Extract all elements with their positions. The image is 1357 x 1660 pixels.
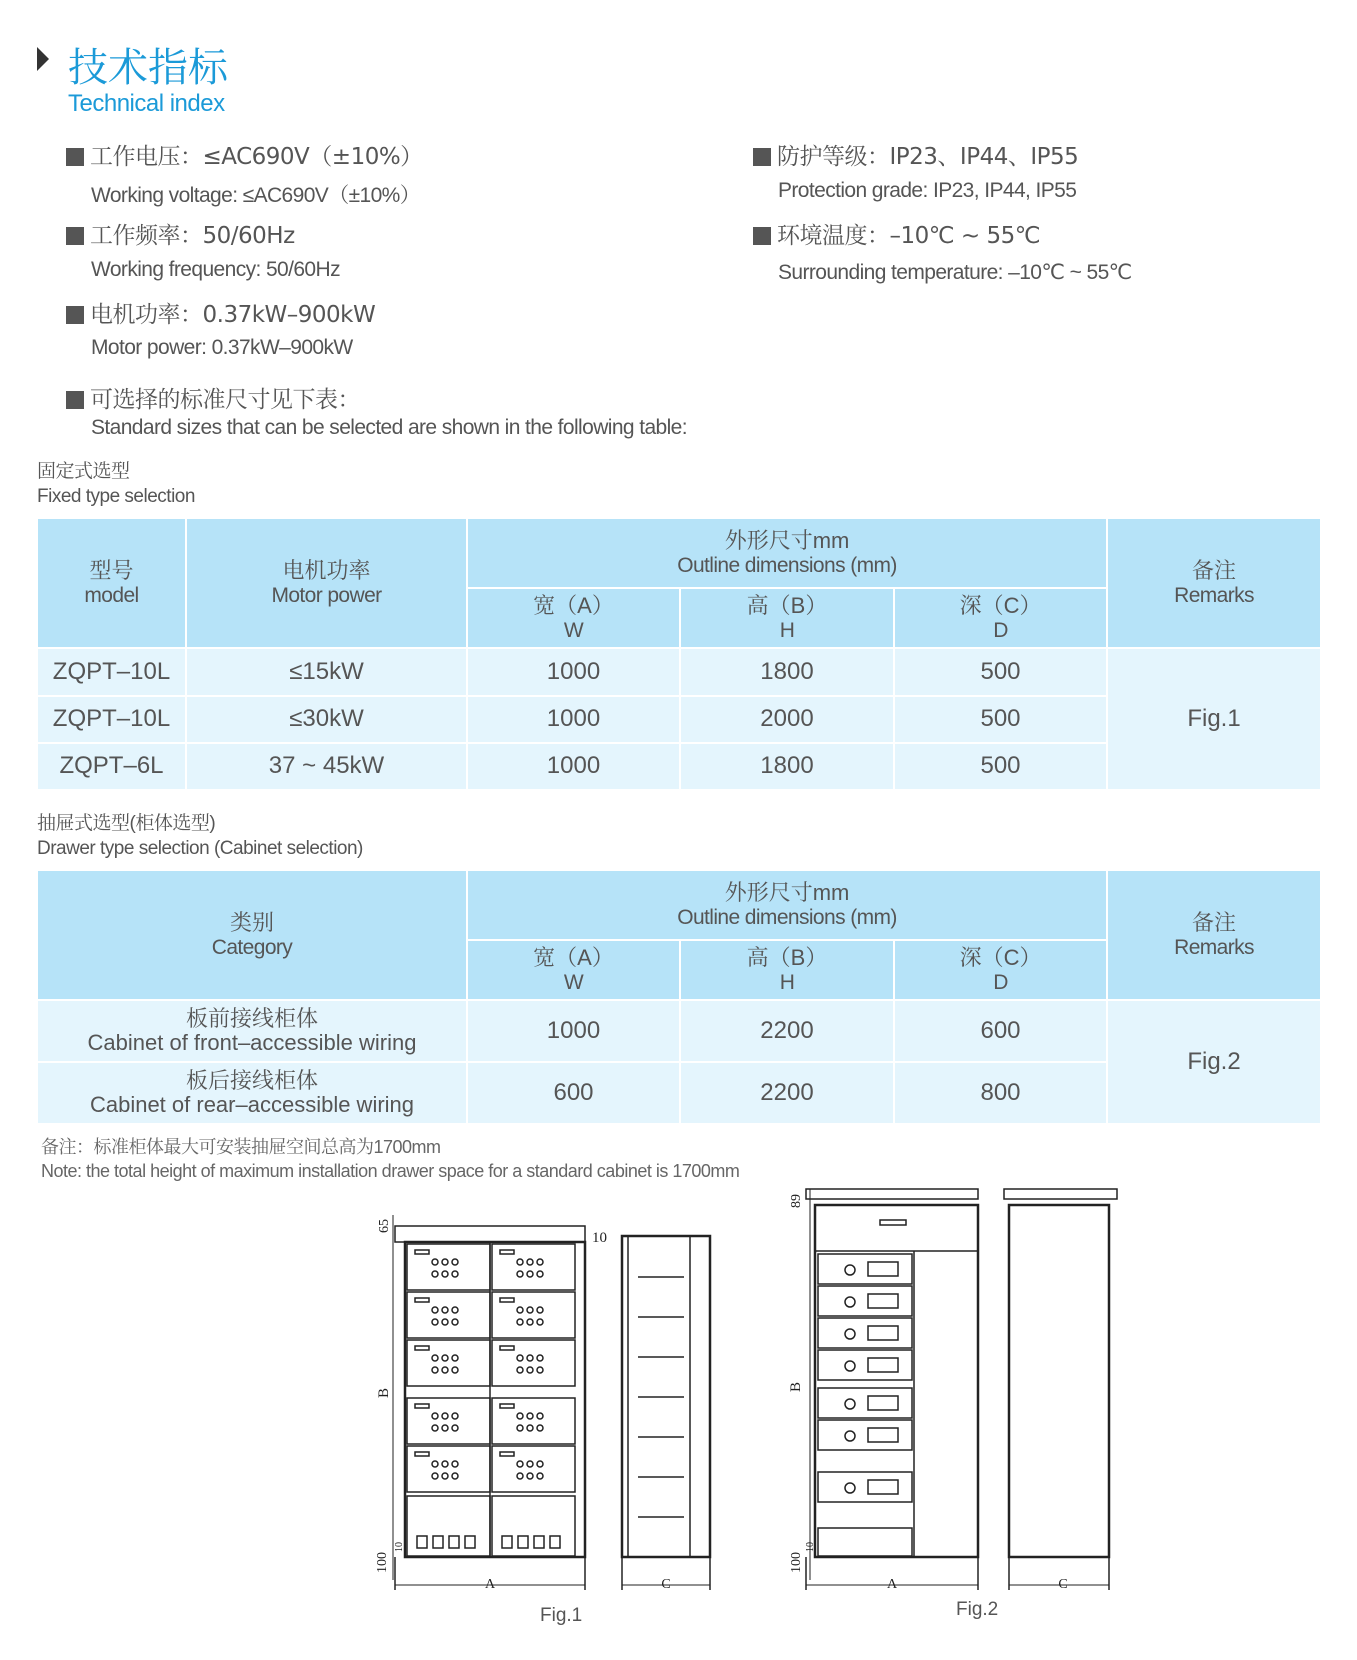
indicator-icon xyxy=(442,1259,448,1265)
spec-temperature-en: Surrounding temperature: –10℃ ~ 55℃ xyxy=(778,261,1132,284)
drawer-panel xyxy=(407,1292,490,1338)
label-slot xyxy=(500,1404,514,1408)
indicator-icon xyxy=(537,1413,543,1419)
cell-depth: 800 xyxy=(894,1062,1107,1124)
indicator-icon xyxy=(527,1461,533,1467)
header-width: 宽（A） W xyxy=(467,588,680,648)
header-category: 类别 Category xyxy=(37,870,467,1000)
header-dimensions: 外形尺寸mm Outline dimensions (mm) xyxy=(467,518,1107,588)
fig2-dim-bottom: 100 xyxy=(789,1552,804,1573)
indicator-icon xyxy=(432,1355,438,1361)
cell-category: 板前接线柜体 Cabinet of front–accessible wiring xyxy=(37,1000,467,1062)
indicator-icon xyxy=(442,1355,448,1361)
indicator-icon xyxy=(517,1259,523,1265)
indicator-icon xyxy=(432,1367,438,1373)
fig2-side-frame xyxy=(1009,1205,1109,1557)
indicator-icon xyxy=(452,1307,458,1313)
header-height: 高（B） H xyxy=(680,588,894,648)
header-power: 电机功率 Motor power xyxy=(186,518,467,648)
indicator-icon xyxy=(527,1367,533,1373)
indicator-icon xyxy=(537,1461,543,1467)
drawer-panel xyxy=(492,1244,575,1290)
switch-icon xyxy=(845,1361,855,1371)
label-slot xyxy=(500,1250,514,1254)
cell-model: ZQPT–10L xyxy=(37,696,186,743)
drawer-panel xyxy=(407,1244,490,1290)
terminal-icon xyxy=(465,1536,475,1548)
header-depth: 深（C） D xyxy=(894,588,1107,648)
spec-power-en: Motor power: 0.37kW–900kW xyxy=(91,336,353,359)
meter-icon xyxy=(868,1262,898,1276)
indicator-icon xyxy=(527,1307,533,1313)
cell-height: 2200 xyxy=(680,1062,894,1124)
terminal-icon xyxy=(417,1536,427,1548)
indicator-icon xyxy=(432,1271,438,1277)
cell-depth: 500 xyxy=(894,743,1107,790)
meter-icon xyxy=(868,1294,898,1308)
header-remarks: 备注 Remarks xyxy=(1107,518,1321,648)
label-slot xyxy=(415,1452,429,1456)
spec-protection: 防护等级：IP23、IP44、IP55 xyxy=(753,138,1078,171)
label-slot xyxy=(415,1404,429,1408)
meter-icon xyxy=(868,1480,898,1494)
indicator-icon xyxy=(452,1259,458,1265)
header-height: 高（B） H xyxy=(680,940,894,1000)
terminal-area xyxy=(818,1528,912,1556)
label-slot xyxy=(500,1346,514,1350)
indicator-icon xyxy=(442,1473,448,1479)
header-depth: 深（C） D xyxy=(894,940,1107,1000)
indicator-icon xyxy=(527,1259,533,1265)
page-title: 技术指标 xyxy=(68,45,228,91)
spec-voltage-en: Working voltage: ≤AC690V（±10%） xyxy=(91,184,421,207)
cell-power: 37 ~ 45kW xyxy=(186,743,467,790)
spec-sizes: 可选择的标准尺寸见下表： xyxy=(66,381,360,414)
label-slot xyxy=(500,1452,514,1456)
fig1-drawing xyxy=(393,1215,710,1590)
indicator-icon xyxy=(452,1473,458,1479)
cell-category: 板后接线柜体 Cabinet of rear–accessible wiring xyxy=(37,1062,467,1124)
indicator-icon xyxy=(537,1425,543,1431)
indicator-icon xyxy=(452,1367,458,1373)
cell-width: 1000 xyxy=(467,696,680,743)
terminal-icon xyxy=(534,1536,544,1548)
cell-remark: Fig.2 xyxy=(1107,1000,1321,1124)
fixed-title: 固定式选型 xyxy=(37,461,130,482)
fig1-dim-side: 10 xyxy=(592,1230,607,1246)
indicator-icon xyxy=(527,1319,533,1325)
indicator-icon xyxy=(537,1355,543,1361)
cell-power: ≤15kW xyxy=(186,648,467,696)
indicator-icon xyxy=(537,1319,543,1325)
drawer-panel xyxy=(407,1398,490,1444)
spec-frequency-en: Working frequency: 50/60Hz xyxy=(91,258,340,281)
indicator-icon xyxy=(452,1271,458,1277)
indicator-icon xyxy=(537,1271,543,1277)
cell-width: 600 xyxy=(467,1062,680,1124)
indicator-icon xyxy=(442,1307,448,1313)
indicator-icon xyxy=(452,1461,458,1467)
indicator-icon xyxy=(432,1319,438,1325)
note-en: Note: the total height of maximum installation drawer space for a standard cabinet is 1700mm xyxy=(41,1161,740,1181)
switch-icon xyxy=(845,1329,855,1339)
page-subtitle: Technical index xyxy=(68,90,225,117)
cell-height: 1800 xyxy=(680,743,894,790)
indicator-icon xyxy=(442,1461,448,1467)
indicator-icon xyxy=(517,1473,523,1479)
indicator-icon xyxy=(452,1319,458,1325)
indicator-icon xyxy=(452,1413,458,1419)
header-dimensions: 外形尺寸mm Outline dimensions (mm) xyxy=(467,870,1107,940)
fig2-dim-top: 89 xyxy=(789,1194,804,1208)
indicator-icon xyxy=(517,1307,523,1313)
indicator-icon xyxy=(517,1355,523,1361)
fig1-dim-top: 65 xyxy=(377,1219,392,1233)
indicator-icon xyxy=(517,1319,523,1325)
indicator-icon xyxy=(537,1307,543,1313)
drawer-panel xyxy=(407,1446,490,1492)
indicator-icon xyxy=(432,1473,438,1479)
indicator-icon xyxy=(432,1425,438,1431)
switch-icon xyxy=(845,1399,855,1409)
indicator-icon xyxy=(432,1413,438,1419)
label-slot xyxy=(415,1346,429,1350)
fig1-dim-width: A xyxy=(484,1577,496,1592)
indicator-icon xyxy=(432,1461,438,1467)
indicator-icon xyxy=(452,1355,458,1361)
header-model: 型号 model xyxy=(37,518,186,648)
note-cn: 备注：标准柜体最大可安装抽屉空间总高为1700mm xyxy=(41,1137,441,1157)
header-width: 宽（A） W xyxy=(467,940,680,1000)
drawer-panel xyxy=(407,1340,490,1386)
switch-icon xyxy=(845,1483,855,1493)
spec-frequency: 工作频率：50/60Hz xyxy=(66,217,295,250)
indicator-icon xyxy=(442,1319,448,1325)
cell-width: 1000 xyxy=(467,648,680,696)
label-slot xyxy=(500,1298,514,1302)
fig2-dim-width: A xyxy=(886,1577,898,1592)
indicator-icon xyxy=(527,1425,533,1431)
cell-width: 1000 xyxy=(467,743,680,790)
cell-height: 2000 xyxy=(680,696,894,743)
terminal-icon xyxy=(449,1536,459,1548)
spec-power: 电机功率：0.37kW–900kW xyxy=(66,296,375,329)
fig2-front-frame xyxy=(815,1205,978,1557)
label-slot xyxy=(415,1298,429,1302)
drawer-title: 抽屉式选型(柜体选型) xyxy=(37,813,216,834)
terminal-icon xyxy=(502,1536,512,1548)
indicator-icon xyxy=(442,1425,448,1431)
indicator-icon xyxy=(517,1367,523,1373)
cell-model: ZQPT–6L xyxy=(37,743,186,790)
drawer-panel xyxy=(492,1340,575,1386)
cell-depth: 500 xyxy=(894,648,1107,696)
spec-sizes-en: Standard sizes that can be selected are shown in the following table: xyxy=(91,416,687,439)
cell-height: 2200 xyxy=(680,1000,894,1062)
fig2-caption: Fig.2 xyxy=(956,1599,999,1620)
fig2-dim-depth: C xyxy=(1058,1577,1068,1592)
fig1-dim-bottom: 100 xyxy=(375,1552,390,1573)
switch-icon xyxy=(845,1431,855,1441)
spec-voltage: 工作电压：≤AC690V（±10%） xyxy=(66,138,423,171)
terminal-icon xyxy=(518,1536,528,1548)
cell-remark: Fig.1 xyxy=(1107,648,1321,790)
cell-height: 1800 xyxy=(680,648,894,696)
fig2-dim-height: B xyxy=(788,1381,804,1392)
drawer-panel xyxy=(492,1398,575,1444)
indicator-icon xyxy=(537,1259,543,1265)
fig1-dim-base: 10 xyxy=(394,1542,405,1552)
spec-temperature: 环境温度：–10℃ ~ 55℃ xyxy=(753,217,1040,250)
indicator-icon xyxy=(517,1461,523,1467)
fig1-caption: Fig.1 xyxy=(540,1605,583,1626)
terminal-icon xyxy=(433,1536,443,1548)
fig2-drawing xyxy=(806,1189,1117,1590)
drawer-title-en: Drawer type selection (Cabinet selection) xyxy=(37,838,363,859)
cell-depth: 600 xyxy=(894,1000,1107,1062)
cell-power: ≤30kW xyxy=(186,696,467,743)
label-slot xyxy=(415,1250,429,1254)
switch-icon xyxy=(845,1265,855,1275)
indicator-icon xyxy=(432,1259,438,1265)
indicator-icon xyxy=(517,1425,523,1431)
indicator-icon xyxy=(452,1425,458,1431)
cell-depth: 500 xyxy=(894,696,1107,743)
cell-width: 1000 xyxy=(467,1000,680,1062)
indicator-icon xyxy=(442,1413,448,1419)
meter-icon xyxy=(868,1358,898,1372)
meter-icon xyxy=(868,1326,898,1340)
meter-icon xyxy=(868,1428,898,1442)
indicator-icon xyxy=(527,1271,533,1277)
switch-icon xyxy=(845,1297,855,1307)
fig1-dim-depth: C xyxy=(661,1577,671,1592)
indicator-icon xyxy=(537,1367,543,1373)
fig2-dim-base: 10 xyxy=(805,1542,816,1552)
header-remarks: 备注 Remarks xyxy=(1107,870,1321,1000)
indicator-icon xyxy=(432,1307,438,1313)
indicator-icon xyxy=(442,1367,448,1373)
indicator-icon xyxy=(527,1413,533,1419)
indicator-icon xyxy=(517,1271,523,1277)
fig2-top-plate xyxy=(806,1189,978,1199)
cell-model: ZQPT–10L xyxy=(37,648,186,696)
terminal-icon xyxy=(550,1536,560,1548)
spec-protection-en: Protection grade: IP23, IP44, IP55 xyxy=(778,179,1077,202)
fig1-dim-height: B xyxy=(376,1387,392,1398)
drawer-panel xyxy=(492,1292,575,1338)
meter-icon xyxy=(868,1396,898,1410)
drawer-panel xyxy=(492,1446,575,1492)
indicator-icon xyxy=(517,1413,523,1419)
fixed-title-en: Fixed type selection xyxy=(37,486,195,507)
fig1-top-plate xyxy=(395,1226,585,1242)
indicator-icon xyxy=(527,1473,533,1479)
indicator-icon xyxy=(442,1271,448,1277)
indicator-icon xyxy=(527,1355,533,1361)
indicator-icon xyxy=(537,1473,543,1479)
